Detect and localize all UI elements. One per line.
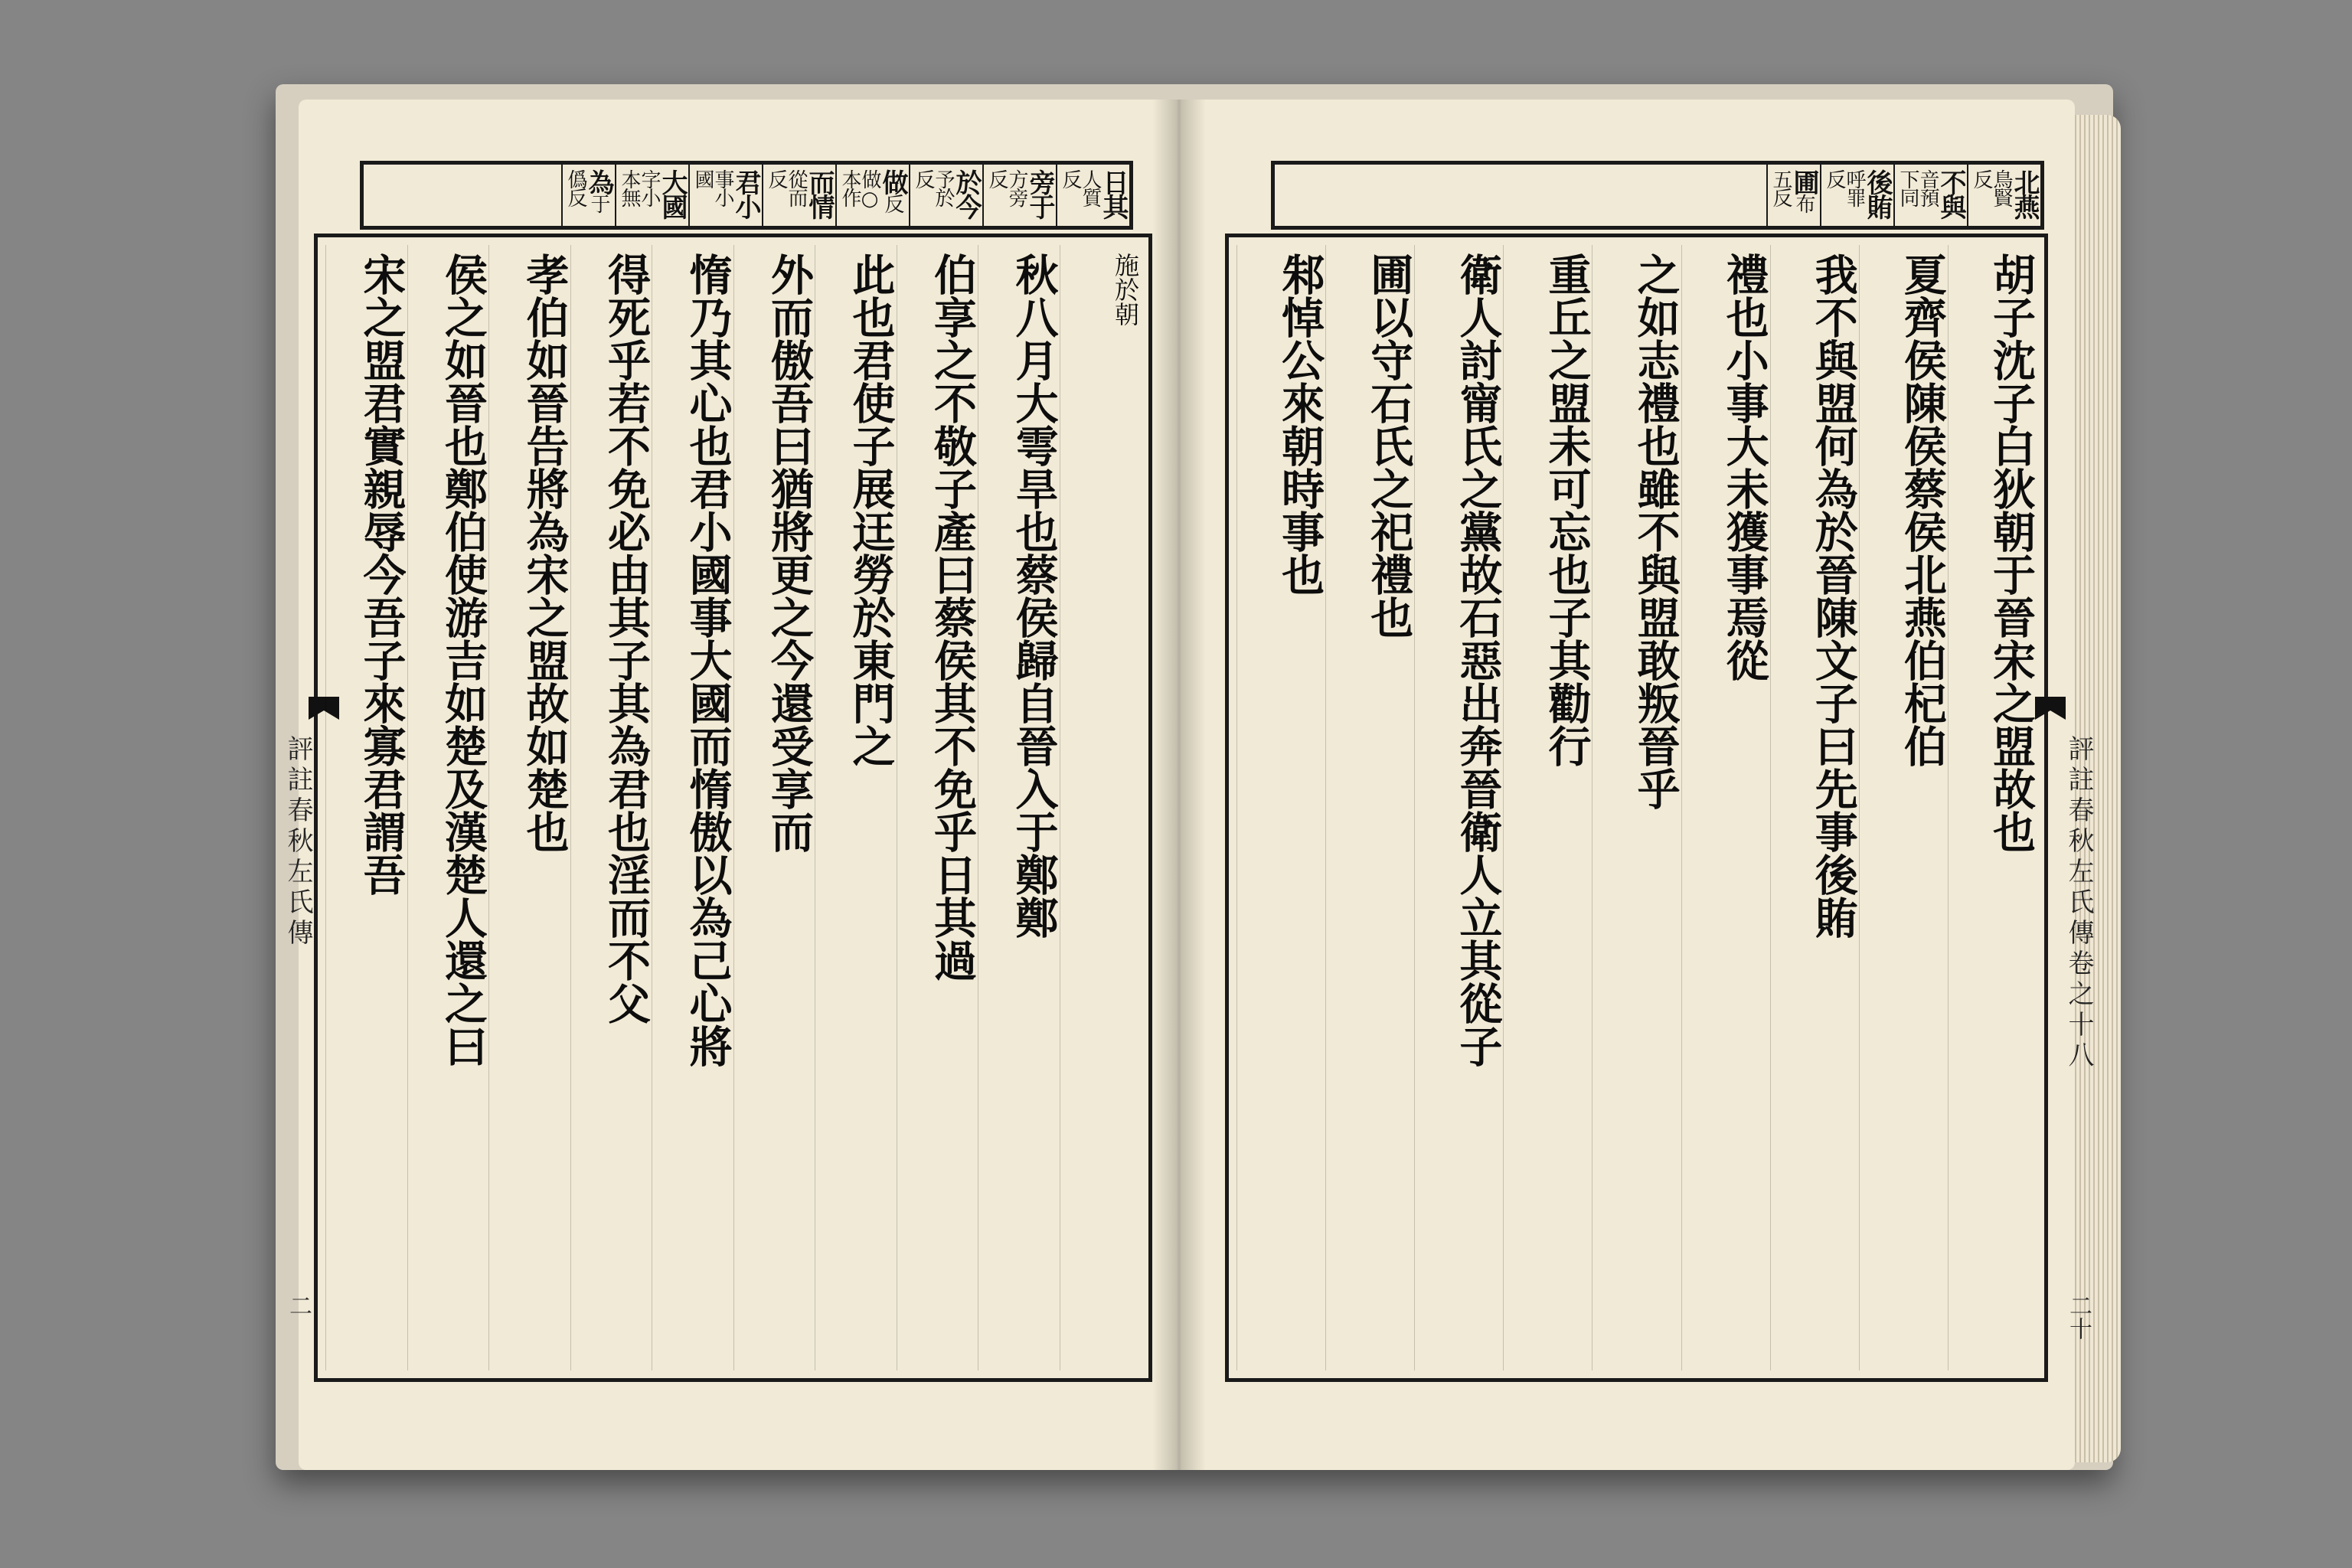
folio-number: 二 [285,1294,312,1317]
text-column: 我不與盟何為於晉陳文子曰先事後賄 [1770,245,1859,1370]
header-note: 旁于方旁反 [982,165,1056,226]
text-column: 侯之如晉也鄭伯使游吉如楚及漢楚人還之曰 [407,245,489,1370]
text-column: 之如志禮也雖不與盟敢叛晉乎 [1592,245,1681,1370]
left-page [283,100,1179,1470]
text-column: 胡子沈子白狄朝于晉宋之盟故也 [1948,245,2037,1370]
text-column: 惰乃其心也君小國事大國而惰傲以為己心將 [652,245,733,1370]
header-note: 大國字小本無 [615,165,688,226]
right-text-frame [1225,234,2094,1382]
header-note: 後賄呼罪反 [1820,165,1893,226]
right-text-columns [1229,237,2044,1378]
header-note: 北燕鳥賢反 [1967,165,2040,226]
text-column: 衛人討甯氏之黨故石惡出奔晉衛人立其從子 [1414,245,1503,1370]
header-note: 而情從而反 [762,165,835,226]
right-header-notes [1271,161,2044,230]
text-column: 得死乎若不免必由其子其為君也淫而不父 [570,245,652,1370]
text-column: 此也君使子展迋勞於東門之 [815,245,897,1370]
folio-number: 二十 [2065,1294,2092,1340]
margin-title: 評註春秋左氏傳 [283,735,313,949]
text-column: 重丘之盟未可忘也子其勸行 [1503,245,1592,1370]
text-column: 夏齊侯陳侯蔡侯北燕伯杞伯 [1859,245,1948,1370]
right-page [1179,100,2094,1470]
text-column: 外而傲吾曰猶將更之今還受享而 [733,245,815,1370]
book-gutter [1152,100,1206,1470]
header-note: 日其人質反 [1056,165,1129,226]
header-note: 圃布五反 [1766,165,1820,226]
left-text-columns [318,237,1148,1378]
header-note: 君小事小國 [688,165,762,226]
text-column: 邾悼公來朝時事也 [1236,245,1325,1370]
text-column: 宋之盟君實親辱今吾子來寡君謂吾 [325,245,407,1370]
left-header-notes [360,161,1133,230]
header-note: 於今予於反 [909,165,982,226]
text-column: 秋八月大雩旱也蔡侯歸自晉入于鄭鄭 [978,245,1060,1370]
text-column: 圃以守石氏之祀禮也 [1325,245,1414,1370]
header-note: 為于僞反 [561,165,615,226]
text-column: 施於朝 [1060,245,1142,1370]
margin-title: 評註春秋左氏傳卷之十八 [2063,735,2094,1072]
left-text-frame [283,234,1152,1382]
header-note: 不與音預下同 [1893,165,1967,226]
text-column: 孝伯如晉告將為宋之盟故如楚也 [488,245,570,1370]
text-column: 伯享之不敬子產曰蔡侯其不免乎日其過 [897,245,978,1370]
text-column: 禮也小事大未獲事焉從 [1681,245,1770,1370]
header-note: 做反做○本作 [835,165,909,226]
